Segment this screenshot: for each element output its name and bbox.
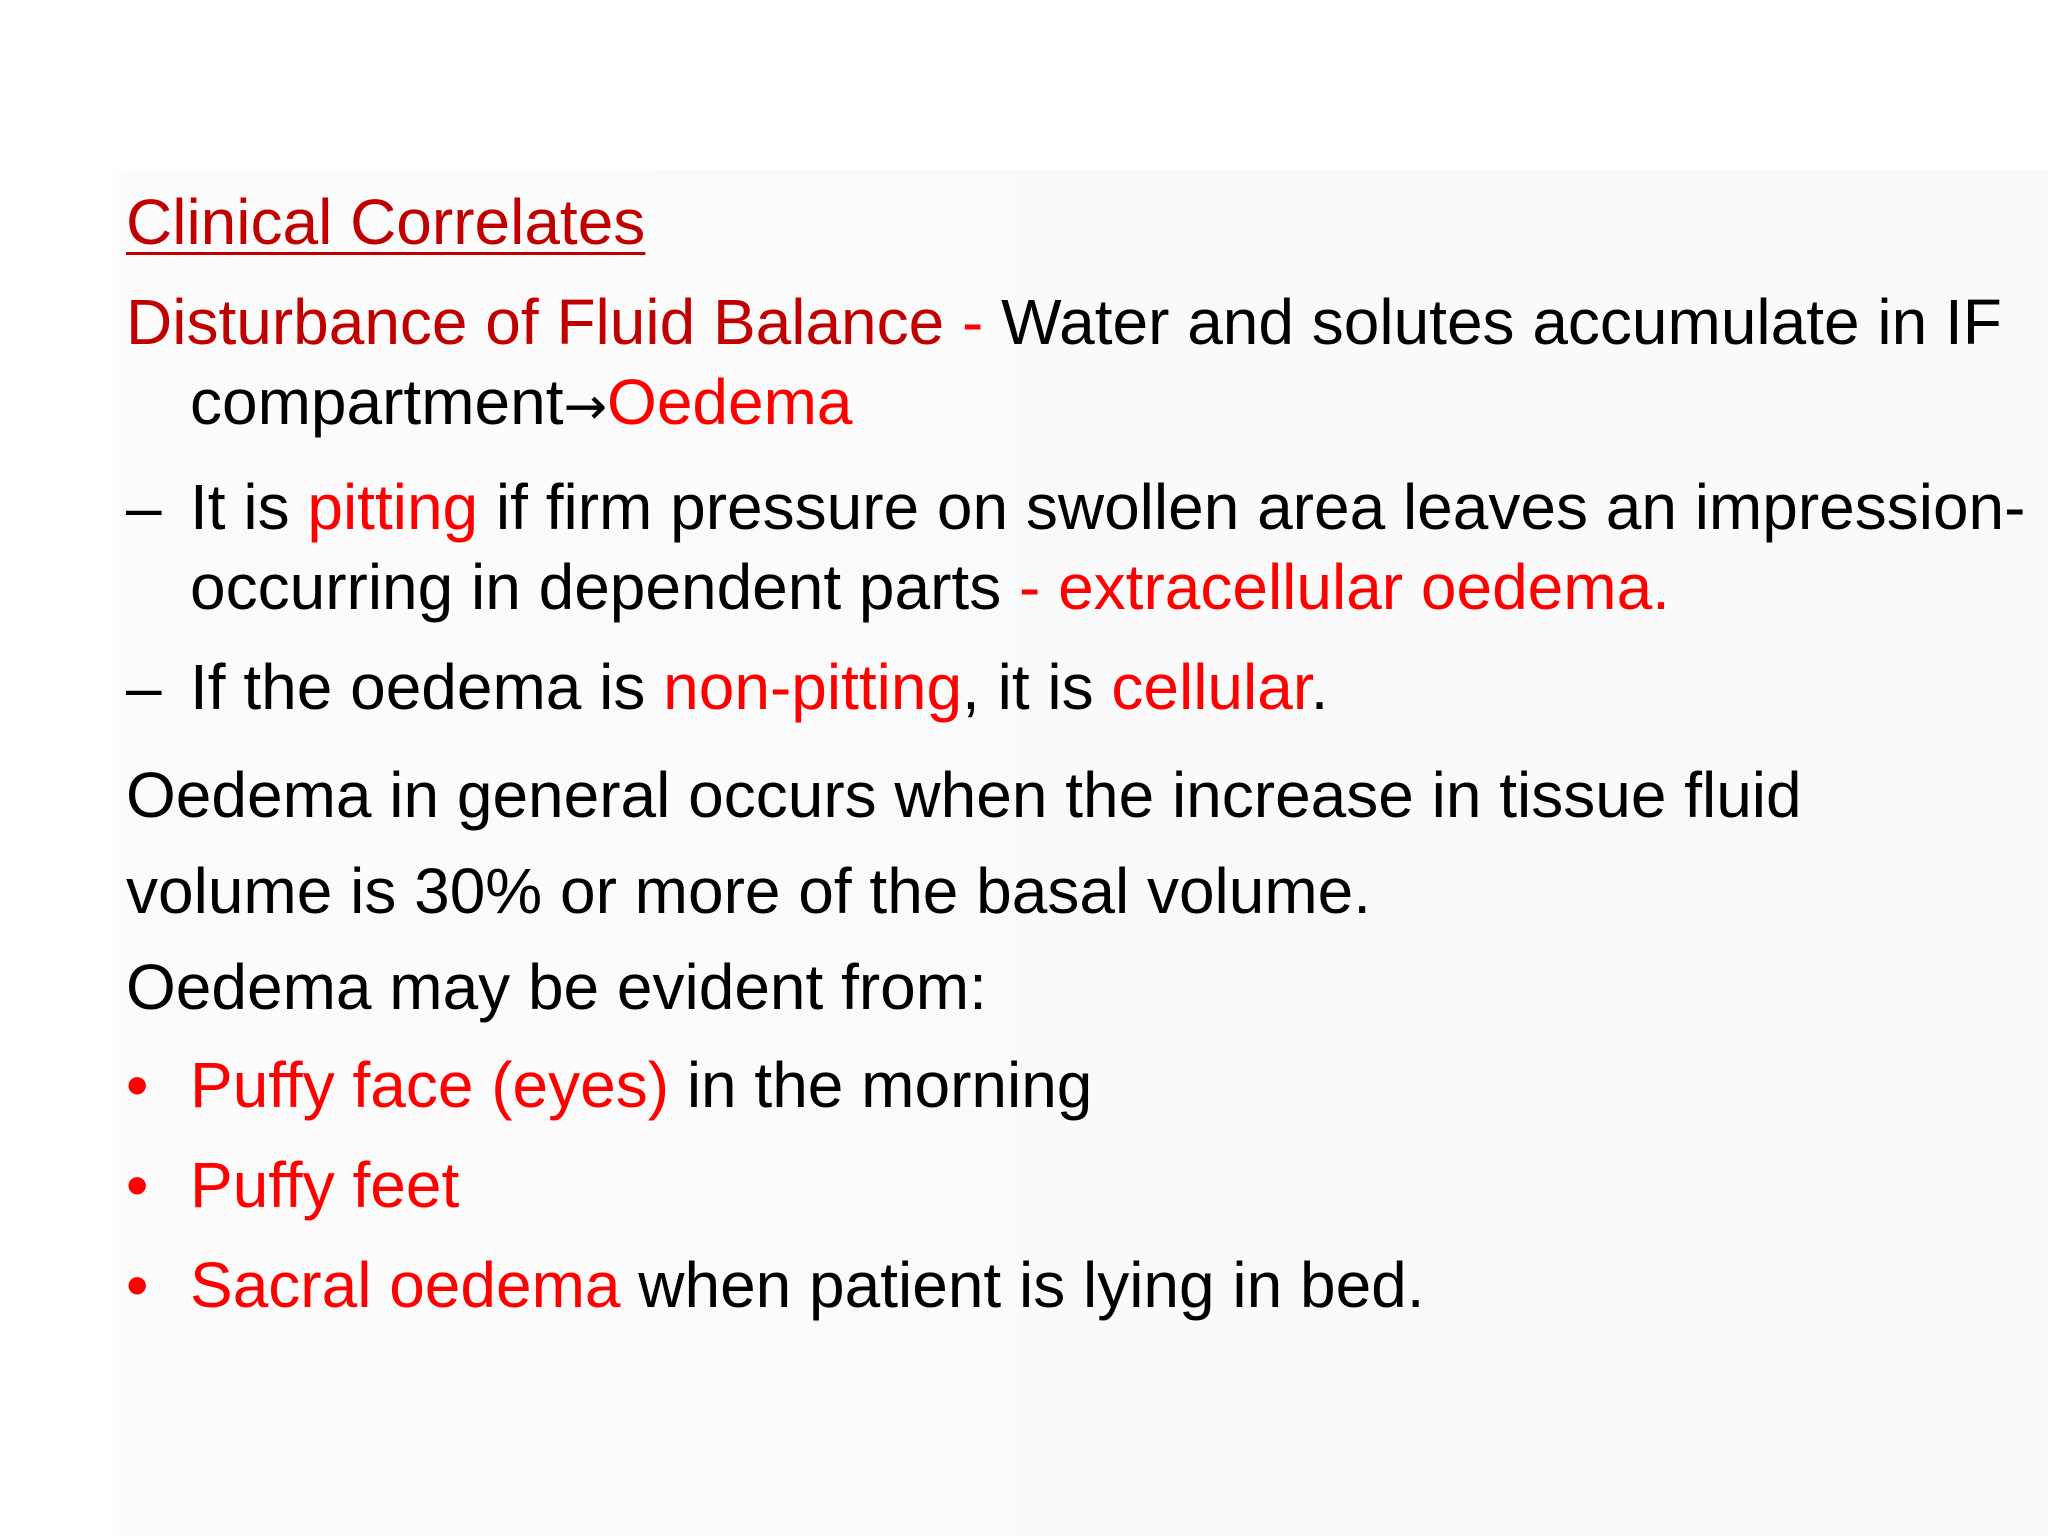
dash-2-pre: If the oedema is bbox=[190, 651, 664, 723]
right-arrow-icon: → bbox=[563, 377, 608, 437]
dash-item-pitting bbox=[126, 467, 2026, 627]
dash-1-mid: if firm pressure on swollen area leaves an impression- occurring in dependent parts bbox=[190, 471, 2026, 623]
bullet-black-text: in the morning bbox=[669, 1049, 1093, 1121]
dash-1-tail: - extracellular oedema. bbox=[1018, 551, 1670, 623]
intro-term: Disturbance of Fluid Balance bbox=[126, 286, 945, 358]
bullet-item bbox=[126, 1135, 2026, 1235]
bullet-marker: • bbox=[126, 1049, 149, 1121]
intro-separator: - bbox=[944, 286, 1002, 358]
slide-content bbox=[126, 182, 2026, 1335]
intro-result: Oedema bbox=[607, 366, 853, 438]
dash-2-term-1: non-pitting bbox=[663, 651, 963, 723]
dash-2-mid: , it is bbox=[962, 651, 1112, 723]
bullet-red-text: Sacral oedema bbox=[190, 1249, 621, 1321]
dash-1-pre: It is bbox=[190, 471, 308, 543]
dash-1-term: pitting bbox=[307, 471, 479, 543]
intro-paragraph bbox=[126, 282, 2026, 447]
bullet-black-text: when patient is lying in bed. bbox=[620, 1249, 1425, 1321]
dash-marker: – bbox=[126, 471, 162, 543]
intro-text: Water and solutes accumulate in IF compartment bbox=[190, 286, 2002, 438]
bullet-marker: • bbox=[126, 1249, 149, 1321]
dash-marker: – bbox=[126, 651, 162, 723]
paragraph-evident: Oedema may be evident from: bbox=[126, 951, 987, 1023]
dash-item-non-pitting bbox=[126, 647, 2026, 727]
paragraph-volume: volume is 30% or more of the basal volume. bbox=[126, 855, 1372, 927]
slide-top-area bbox=[0, 0, 2048, 170]
bullet-red-text: Puffy feet bbox=[190, 1149, 460, 1221]
slide-heading: Clinical Correlates bbox=[126, 186, 646, 258]
bullet-item bbox=[126, 1235, 2026, 1335]
bullet-item bbox=[126, 1035, 2026, 1135]
paragraph-general: Oedema in general occurs when the increase in tissue fluid bbox=[126, 759, 1802, 831]
bullet-marker: • bbox=[126, 1149, 149, 1221]
dash-2-term-2: cellular bbox=[1111, 651, 1311, 723]
bullet-red-text: Puffy face (eyes) bbox=[190, 1049, 670, 1121]
dash-2-end: . bbox=[1310, 651, 1329, 723]
